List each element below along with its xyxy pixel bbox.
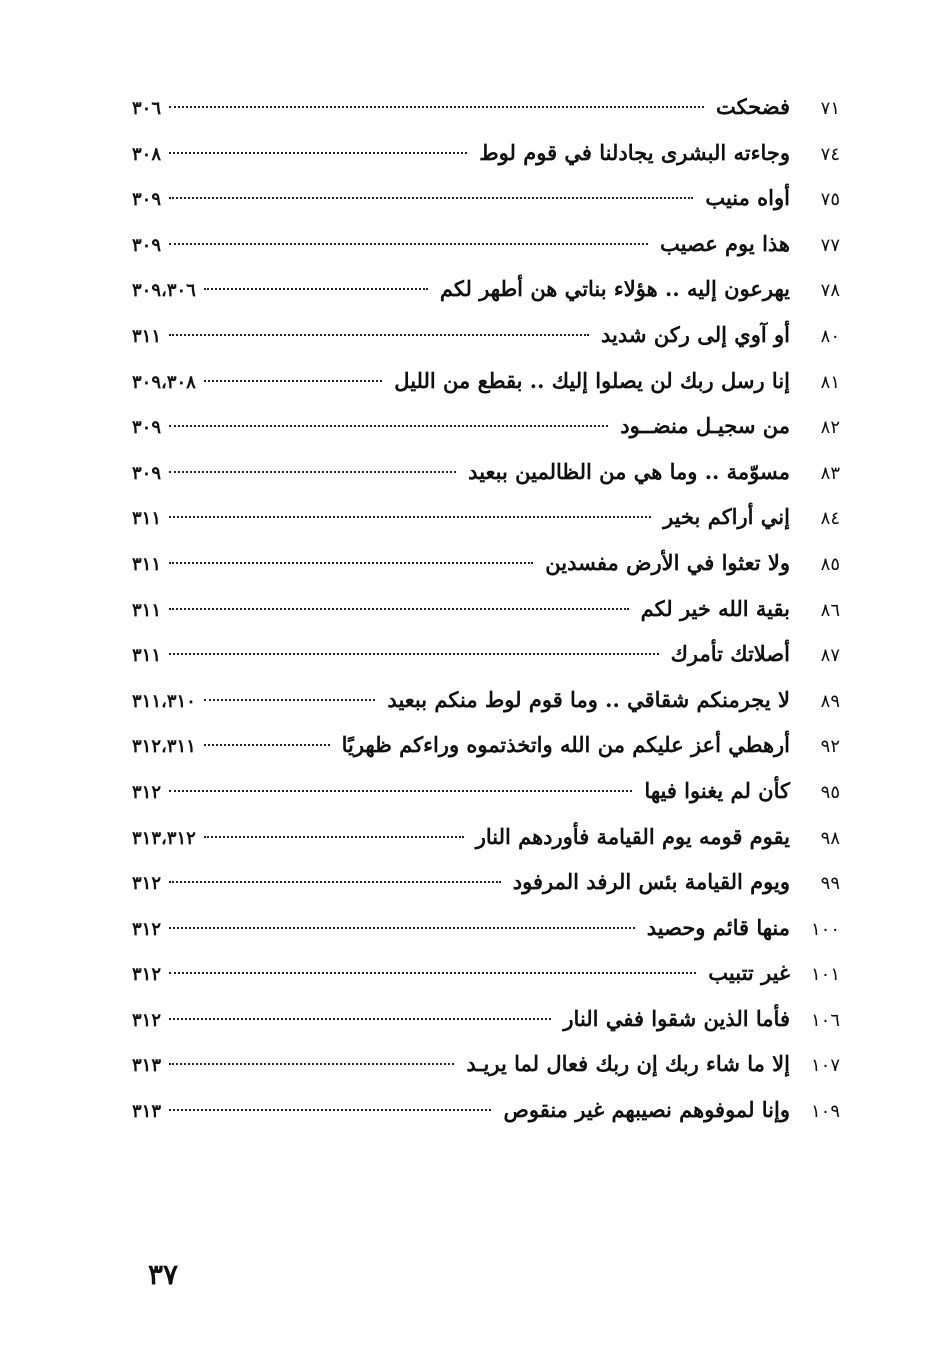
index-row xyxy=(132,449,840,495)
page-references: ٣١٣ xyxy=(132,1101,162,1123)
verse-number: ١٠٧ xyxy=(810,1055,840,1077)
verse-number: ١٠٩ xyxy=(810,1101,840,1123)
dot-leader xyxy=(169,881,501,883)
verse-number: ٧١ xyxy=(820,98,840,119)
verse-number: ٨٤ xyxy=(820,508,840,530)
verse-number: ٧٤ xyxy=(820,143,840,165)
page-references: ٣١٢ xyxy=(132,918,162,940)
dot-leader xyxy=(169,972,696,974)
index-row xyxy=(132,312,840,358)
verse-phrase: أواه منيب xyxy=(705,185,790,211)
verse-number: ٨٣ xyxy=(820,462,840,484)
verse-phrase: فضحكت xyxy=(715,94,790,119)
verse-phrase: إنا رسل ربك لن يصلوا إليك .. بقطع من الليل xyxy=(394,367,790,393)
dot-leader xyxy=(169,471,456,473)
index-row xyxy=(132,859,840,905)
page-references: ٣١١ xyxy=(132,599,162,621)
dot-leader xyxy=(169,608,629,610)
verse-number: ٩٥ xyxy=(820,781,840,803)
page-references: ٣١٣،٣١٢ xyxy=(132,827,196,849)
verse-phrase: إلا ما شاء ربك إن ربك فعال لما يريـد xyxy=(466,1051,790,1077)
verse-phrase: لا يجرمنكم شقاقي .. وما قوم لوط منكم ببعيد xyxy=(387,686,790,712)
verse-number: ٩٨ xyxy=(820,827,840,849)
page-references: ٣٠٨ xyxy=(132,143,162,165)
page-references: ٣١٢ xyxy=(132,964,162,986)
dot-leader xyxy=(169,516,651,518)
page-references: ٣١٣ xyxy=(132,1055,162,1077)
dot-leader xyxy=(169,562,533,564)
index-row xyxy=(132,358,840,404)
verse-phrase: أرهطي أعز عليكم من الله واتخذتموه وراءكم ظهريًا xyxy=(341,732,790,758)
dot-leader xyxy=(169,1063,454,1065)
page-references: ٣٠٩،٣٠٨ xyxy=(132,371,196,393)
dot-leader xyxy=(204,836,464,838)
verse-number: ٧٥ xyxy=(820,189,840,211)
verse-number: ١٠٦ xyxy=(810,1009,840,1031)
index-row xyxy=(132,494,840,540)
index-row xyxy=(132,950,840,996)
verse-number: ٨١ xyxy=(820,371,840,393)
verse-phrase: وجاءته البشرى يجادلنا في قوم لوط xyxy=(479,139,790,165)
verse-phrase: بقية الله خير لكم xyxy=(640,595,790,621)
dot-leader xyxy=(204,744,330,746)
index-row xyxy=(132,631,840,677)
verse-number: ٨٢ xyxy=(820,417,840,439)
verse-number: ٩٢ xyxy=(820,736,840,758)
index-row xyxy=(132,540,840,586)
verse-phrase: إني أراكم بخير xyxy=(663,504,790,530)
page-references: ٣١٢ xyxy=(132,1009,162,1031)
dot-leader xyxy=(169,334,589,336)
page-references: ٣١١،٣١٠ xyxy=(132,690,196,712)
index-row xyxy=(132,814,840,860)
verse-phrase: ولا تعثوا في الأرض مفسدين xyxy=(545,549,790,575)
dot-leader xyxy=(169,790,632,792)
dot-leader xyxy=(169,152,467,154)
index-row xyxy=(132,677,840,723)
verse-phrase: فأما الذين شقوا ففي النار xyxy=(563,1005,790,1031)
page-references: ٣٠٦ xyxy=(132,98,162,119)
verse-phrase: يهرعون إليه .. هؤلاء بناتي هن أطهر لكم xyxy=(439,276,790,302)
page-references: ٣٠٩ xyxy=(132,234,162,256)
page-references: ٣٠٩،٣٠٦ xyxy=(132,280,196,302)
verse-phrase: مسوّمة .. وما هي من الظالمين ببعيد xyxy=(468,458,790,484)
verse-number: ٧٧ xyxy=(820,234,840,256)
index-row xyxy=(132,403,840,449)
index-row xyxy=(132,130,840,176)
page-references: ٣١١ xyxy=(132,508,162,530)
verse-phrase: أصلاتك تأمرك xyxy=(670,641,790,667)
page-references: ٣٠٩ xyxy=(132,189,162,211)
index-row xyxy=(132,175,840,221)
page-references: ٣٠٩ xyxy=(132,417,162,439)
dot-leader xyxy=(169,106,704,108)
verse-number: ١٠٠ xyxy=(810,918,840,940)
index-row xyxy=(132,586,840,632)
index-row xyxy=(132,768,840,814)
verse-number: ٨٠ xyxy=(820,325,840,347)
index-row xyxy=(132,266,840,312)
index-row xyxy=(132,84,840,130)
verse-number: ٩٩ xyxy=(820,873,840,895)
verse-phrase: كأن لم يغنوا فيها xyxy=(644,777,790,803)
page-references: ٣٠٩ xyxy=(132,462,162,484)
dot-leader xyxy=(204,380,382,382)
verse-index-list xyxy=(132,84,840,1133)
dot-leader xyxy=(169,1109,491,1111)
verse-number: ٧٨ xyxy=(820,280,840,302)
dot-leader xyxy=(204,699,376,701)
index-row xyxy=(132,722,840,768)
page-number: ٣٧ xyxy=(148,1258,179,1291)
verse-number: ٨٧ xyxy=(820,645,840,667)
page-references: ٣١٢،٣١١ xyxy=(132,736,196,758)
index-row xyxy=(132,1041,840,1087)
page-references: ٣١٢ xyxy=(132,781,162,803)
verse-phrase: وإنا لموفوهم نصيبهم غير منقوص xyxy=(503,1097,790,1123)
verse-number: ٨٦ xyxy=(820,599,840,621)
verse-phrase: من سجيـل منضــود xyxy=(620,413,790,439)
dot-leader xyxy=(169,243,648,245)
dot-leader xyxy=(169,653,659,655)
verse-number: ٨٥ xyxy=(820,553,840,575)
dot-leader xyxy=(169,197,693,199)
page-references: ٣١١ xyxy=(132,325,162,347)
verse-phrase: ويوم القيامة بئس الرفد المرفود xyxy=(512,869,790,895)
verse-number: ٨٩ xyxy=(820,690,840,712)
index-row xyxy=(132,1087,840,1133)
verse-phrase: يقوم قومه يوم القيامة فأوردهم النار xyxy=(475,823,790,849)
index-row xyxy=(132,221,840,267)
verse-number: ١٠١ xyxy=(810,964,840,986)
dot-leader xyxy=(204,288,428,290)
index-row xyxy=(132,996,840,1042)
page-references: ٣١١ xyxy=(132,645,162,667)
dot-leader xyxy=(169,425,608,427)
verse-phrase: منها قائم وحصيد xyxy=(646,914,790,940)
index-row xyxy=(132,905,840,951)
verse-phrase: غير تتبيب xyxy=(708,960,790,986)
verse-phrase: هذا يوم عصيب xyxy=(660,230,790,256)
page-references: ٣١١ xyxy=(132,553,162,575)
verse-phrase: أو آوي إلى ركن شديد xyxy=(601,321,790,347)
dot-leader xyxy=(169,927,635,929)
page-references: ٣١٢ xyxy=(132,873,162,895)
dot-leader xyxy=(169,1018,551,1020)
